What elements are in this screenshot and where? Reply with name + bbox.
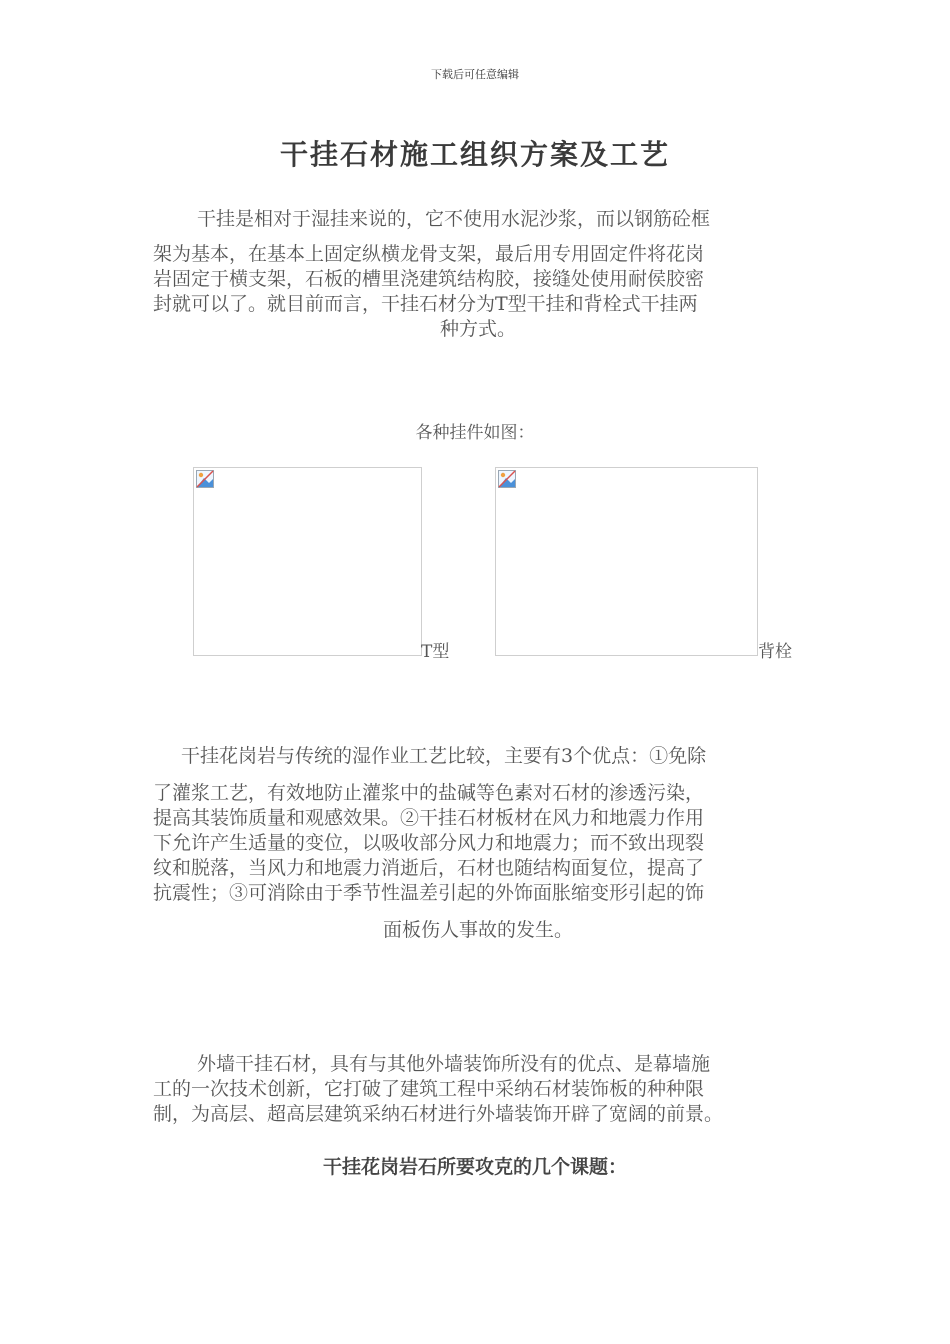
advantages-line: 干挂花岗岩与传统的湿作业工艺比较，主要有3个优点：①免除 xyxy=(181,745,707,767)
advantages-line: 抗震性；③可消除由于季节性温差引起的外饰面胀缩变形引起的饰 xyxy=(153,882,705,904)
broken-image-icon xyxy=(498,470,516,488)
intro-line: 封就可以了。就目前而言，干挂石材分为T型干挂和背栓式干挂两 xyxy=(153,293,698,315)
figure-caption: 各种挂件如图： xyxy=(415,423,535,443)
page-header: 下载后可任意编辑 xyxy=(431,68,519,81)
advantages-line: 了灌浆工艺，有效地防止灌浆中的盐碱等色素对石材的渗透污染， xyxy=(153,782,705,804)
exterior-line: 外墙干挂石材，具有与其他外墙装饰所没有的优点、是幕墙施 xyxy=(197,1053,711,1075)
exterior-paragraph xyxy=(153,1052,818,1127)
intro-paragraph xyxy=(153,207,803,342)
broken-image-icon xyxy=(196,470,214,488)
advantages-paragraph xyxy=(153,744,803,943)
advantages-line: 提高其装饰质量和观感效果。②干挂石材板材在风力和地震力作用 xyxy=(153,807,705,829)
t-type-image xyxy=(193,467,422,656)
intro-line: 岩固定于横支架，石板的槽里浇建筑结构胶，接缝处使用耐侯胶密 xyxy=(153,268,705,290)
back-bolt-label: 背栓 xyxy=(758,642,792,662)
back-bolt-image xyxy=(495,467,758,656)
exterior-line: 制，为高层、超高层建筑采纳石材进行外墙装饰开辟了宽阔的前景。 xyxy=(153,1103,724,1125)
advantages-line: 纹和脱落，当风力和地震力消逝后，石材也随结构面复位，提高了 xyxy=(153,857,705,879)
advantages-line: 下允许产生适量的变位，以吸收部分风力和地震力；而不致出现裂 xyxy=(153,832,705,854)
t-type-label: T型 xyxy=(421,642,450,662)
advantages-line: 面板伤人事故的发生。 xyxy=(382,919,573,941)
intro-line: 架为基本，在基本上固定纵横龙骨支架，最后用专用固定件将花岗 xyxy=(153,243,705,265)
intro-line: 种方式。 xyxy=(439,318,516,340)
intro-line: 干挂是相对于湿挂来说的，它不使用水泥沙浆，而以钢筋砼框 xyxy=(197,208,711,230)
exterior-line: 工的一次技术创新，它打破了建筑工程中采纳石材装饰板的种种限 xyxy=(153,1078,705,1100)
page-title: 干挂石材施工组织方案及工艺 xyxy=(279,138,670,171)
section-subheading: 干挂花岗岩石所要攻克的几个课题： xyxy=(322,1156,627,1178)
